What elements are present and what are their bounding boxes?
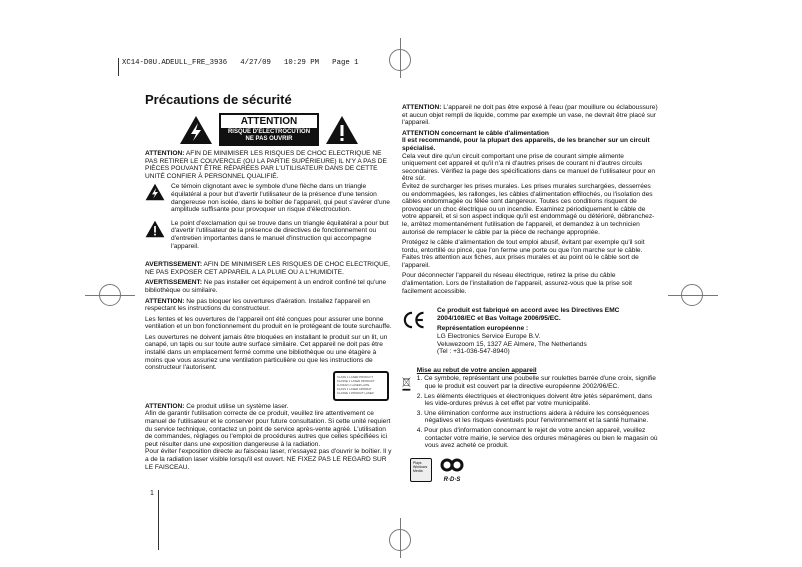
crop-line — [400, 38, 401, 78]
exclamation-warning-icon — [145, 220, 165, 238]
paragraph: Pour éviter l'exposition directe au faisceau laser, n'essayez pas d'ouvrir le boîtier. Il y a de la radiation laser visible lorsqu'il est ouvert. NE FIXEZ PAS LE REGARD SUR LE FAISCEAU. — [145, 448, 392, 471]
disposal-heading: Mise au rebut de votre ancien appareil — [416, 366, 537, 374]
section-heading: ATTENTION concernant le câble d'alimentation — [402, 129, 549, 137]
laser-class-label: CLASS 1 LASER PRODUCT KLASSE 1 LASER PRODUKT LUOKAN 1 LASER LAITE KLASS 1 LASER APPARAT CLASSE 1 PRODUIT LASER — [333, 371, 389, 401]
exclamation-warning-icon — [325, 115, 359, 145]
disposal-list — [417, 375, 658, 449]
rds-icon — [440, 458, 464, 472]
crossed-bin-icon — [402, 367, 411, 401]
paragraph: Le point d'exclamation qui se trouve dans un triangle équilatéral a pour but d'avertir l'utilisateur de la présence de directives de fonctionnement ou d'entretien importantes dans le manuel d'instruction qui accompagne l'appareil. — [171, 219, 389, 250]
attention-line: RISQUE D'ÉLECTROCUTION — [227, 129, 311, 135]
crop-line — [400, 518, 401, 558]
paragraph: Les ouvertures ne doivent jamais être bloquées en installant le produit sur un lit, un canapé, un tapis ou sur toute autre surface similaire. Cet appareil ne doit pas être installé dans un emplacement fermé comme une bibliothèque ou une étagère à moins que vous assuriez une ventilation particulière ou que les instructions de constructeur l'autorisent. — [145, 333, 388, 372]
right-column — [402, 104, 658, 483]
rds-logo: R·D·S — [440, 458, 464, 483]
disposal-section — [402, 367, 658, 452]
paragraph: ATTENTION: AFIN DE MINIMISER LES RISQUES DE CHOC ELECTRIQUE NE PAS RETIRER LE COUVERCLE (OU LA PARTIE SUPÉRIEURE) IL N'Y A PAS DE PIÈCES POUVANT ÊTRE RÉPARÉES PAR L'UTILISATEUR DANS DE CETTE UNITÉ CONFIER À PERSONNEL QUALIFIÉ. — [145, 150, 387, 180]
attention-box — [219, 113, 319, 146]
paragraph: Pour déconnecter l'appareil du réseau électrique, retirez la prise du câble d'alimentation. Lors de l'installation de l'appareil, assurez-vous que la prise soit facilement accessible. — [402, 272, 632, 295]
list-item: 4. Pour plus d'information concernant le rejet de votre ancien appareil, veuillez contacter votre mairie, le service des ordures ménagères ou bien le magasin où vous avez acheté ce produit. — [416, 426, 658, 450]
paragraph: ATTENTION: Ce produit utilise un système laser. — [145, 402, 289, 410]
attention-title: ATTENTION — [240, 116, 298, 127]
print-header: XC14-D0U.ADEULL_FRE_3936 4/27/09 10:29 PM Page 1 — [118, 58, 358, 76]
crop-line — [668, 295, 718, 296]
rep-line: LG Electronics Service Europe B.V. — [436, 333, 541, 341]
lightning-warning-icon — [179, 115, 213, 145]
ce-section — [402, 307, 658, 359]
list-item: 2. Les éléments électriques et électroniques doivent être jetés séparément, dans les vide-ordures prévus à cet effet par votre municipalité. — [416, 392, 653, 408]
paragraph: Afin de garantir l'utilisation correcte de ce produit, veuillez lire attentivement ce manuel de l'utilisateur et le conserver pour future consultation. Si cette unité requiert du service technique, contactez un point de service après-vente agréé. L'utilisation de commandes, réglages ou l'emploi de procédures autres que celles spécifiées ici peut résulter dans une exposition dangereuse à la radiation. — [145, 410, 391, 448]
left-column — [145, 92, 393, 474]
paragraph: Les fentes et les ouvertures de l'appareil ont été conçues pour assurer une bonne ventilation et un bon fonctionnement du produit en le protégeant de toute surchauffe. — [145, 315, 392, 331]
list-item: 1. Ce symbole, représentant une poubelle sur roulettes barrée d'une croix, signifie que le produit est couvert par la directive européenne 2002/96/EC. — [416, 375, 656, 390]
list-item: 3. Une élimination conforme aux instructions aidera à réduire les conséquences négatives et les risques éventuels pour l'environnement et la santé humaine. — [416, 409, 650, 425]
rep-heading: Représentation européenne : — [436, 325, 529, 333]
attention-line: NE PAS OUVRIR — [245, 136, 293, 142]
page-number: 1 — [150, 490, 159, 550]
attention-banner — [145, 113, 393, 146]
crop-line — [85, 295, 135, 296]
paragraph: Évitez de surcharger les prises murales. Les prises murales surchargées, desserrées ou endommagées, les rallonges, les câbles d'alimentation effilochés, ou l'isolation des câbles endommagée ou fêlée sont dangereux. Toutes ces conditions risquent de provoquer un choc électrique ou un incendie. Examinez périodiquement le câble de votre appareil, et si son aspect indique qu'il est endommagé ou détérioré, débranchez-le, arrêtez momentanément l'utilisation de l'appareil, et demandez à un technicien autorisé de remplacer le câble par la pièce de rechange appropriée. — [402, 182, 655, 236]
paragraph: ATTENTION: L'appareil ne doit pas être exposé à l'eau (par mouillure ou éclaboussure) et aucun objet rempli de liquide, comme par exemple un vase, ne devrait être placé sur l'appareil. — [402, 104, 658, 127]
section-subheading: Il est recommandé, pour la plupart des appareils, de les brancher sur un circuit spécialisé. — [402, 137, 650, 152]
paragraph: AVERTISSEMENT: Ne pas installer cet équipement à un endroit confiné tel qu'une bibliothèque ou similaire. — [145, 279, 387, 294]
paragraph: ATTENTION: Ne pas bloquer les ouvertures d'aération. Installez l'appareil en respectant les instructions du constructeur. — [145, 297, 370, 313]
windows-media-logo: Plays Windows Media — [410, 458, 432, 482]
rep-line: (Tel : +31-036-547-8940) — [436, 348, 510, 356]
paragraph: Cela veut dire qu'un circuit comportant une prise de courant simple alimente uniquement cet appareil et qu'il n'a ni d'autres prises de courant ni d'autres circuits secondaires. Vérifiez la page des spécifications dans ce manuel de l'utilisateur pour en être sûr. — [402, 152, 656, 183]
lightning-warning-icon — [145, 183, 165, 201]
ce-statement: Ce produit est fabriqué en accord avec les Directives EMC 2004/108/EC et Bas Voltage 2006/95/EC. — [436, 307, 620, 322]
ce-mark-icon — [402, 307, 425, 333]
paragraph: Ce témoin clignotant avec le symbole d'une flèche dans un triangle équilatéral a pour but d'avertir l'utilisateur de la présence d'une tension dangereuse non isolée, dans le boîtier de l'appareil, qui peut s'avérer d'une amplitude suffisante pour provoquer un risque d'électrocution. — [171, 183, 390, 214]
paragraph: Protégez le câble d'alimentation de tout emploi abusif, évitant par exemple qu'il soit tordu, entortillé ou pincé, que l'on ferme une porte ou que l'on marche sur le câble. Faites très attention aux fiches, aux prises murales et au point où le câble sort de l'appareil. — [402, 239, 645, 269]
rep-line: Veluwezoom 15, 1327 AE Almere, The Netherlands — [436, 340, 587, 348]
page-title: Précautions de sécurité — [145, 92, 292, 107]
paragraph: AVERTISSEMENT: AFIN DE MINIMISER LES RISQUES DE CHOC ELECTRIQUE, NE PAS EXPOSER CET APPAREIL A LA PLUIE OU A L'HUMIDITE. — [145, 261, 390, 276]
